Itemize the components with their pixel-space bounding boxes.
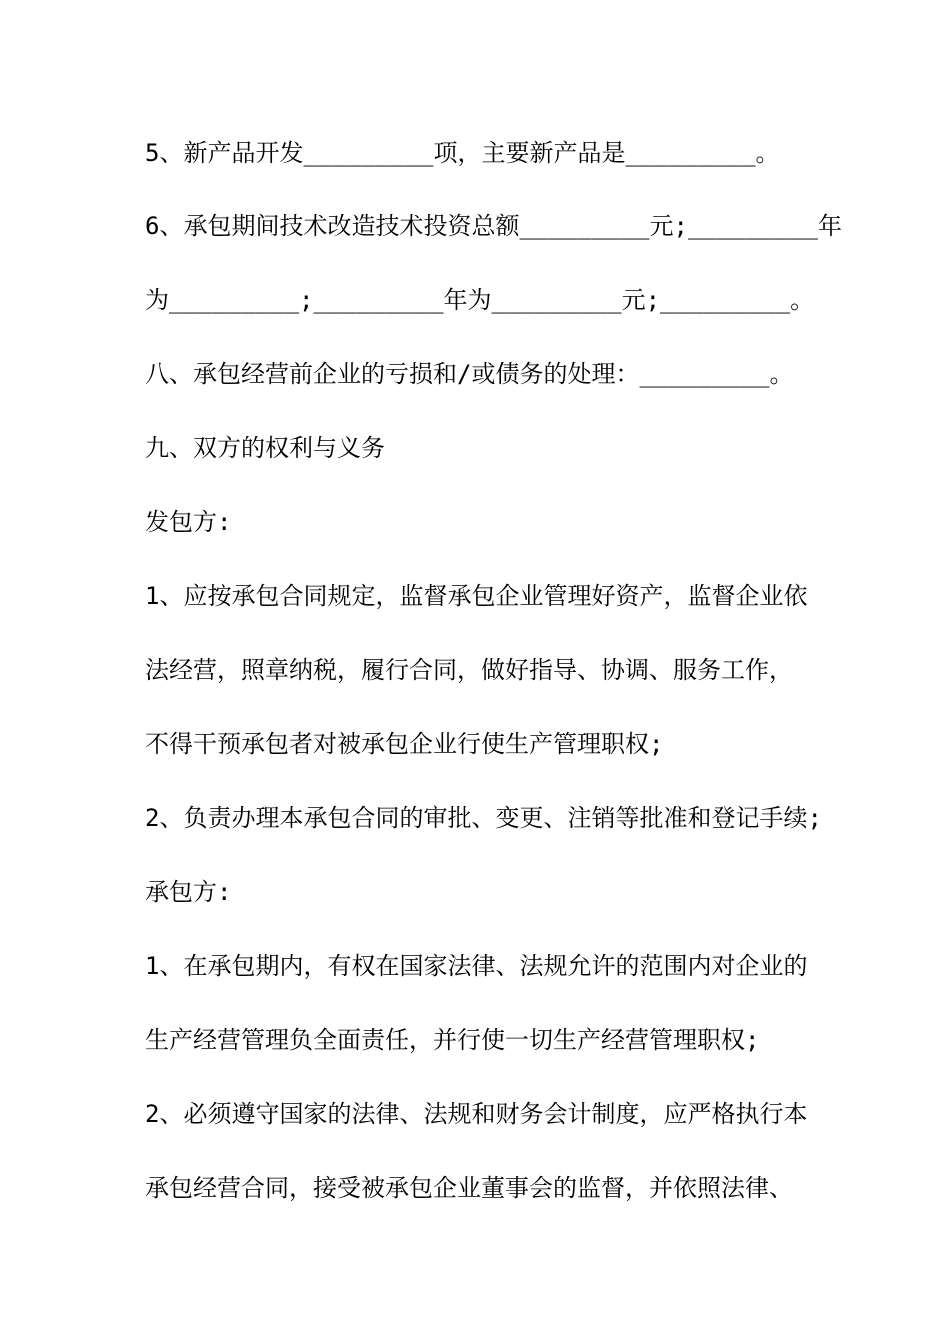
text-line-item-5-new-products: 5、新产品开发_________项，主要新产品是_________。: [145, 139, 780, 167]
text-line-issuer-1b: 法经营，照章纳税，履行合同，做好指导、协调、服务工作，: [145, 656, 793, 684]
text-line-contractor-2b: 承包经营合同，接受被承包企业董事会的监督，并依照法律、: [145, 1174, 793, 1202]
text-line-contractor-1a: 1、在承包期内，有权在国家法律、法规允许的范围内对企业的: [145, 952, 808, 980]
text-line-item-6-continued: 为_________;_________年为_________元;_________。: [145, 286, 815, 314]
text-line-issuer-2: 2、负责办理本承包合同的审批、变更、注销等批准和登记手续;: [145, 804, 822, 832]
text-line-section-8: 八、承包经营前企业的亏损和/或债务的处理：_________。: [145, 360, 794, 388]
text-line-issuer-1a: 1、应按承包合同规定，监督承包企业管理好资产，监督企业依: [145, 582, 808, 610]
text-line-contractor-1b: 生产经营管理负全面责任，并行使一切生产经营管理职权;: [145, 1026, 760, 1054]
section-heading-9: 九、双方的权利与义务: [145, 434, 385, 462]
party-heading-issuer: 发包方:: [145, 508, 232, 536]
party-heading-contractor: 承包方:: [145, 878, 232, 906]
text-line-contractor-2a: 2、必须遵守国家的法律、法规和财务会计制度，应严格执行本: [145, 1100, 808, 1128]
text-line-issuer-1c: 不得干预承包者对被承包企业行使生产管理职权;: [145, 730, 664, 758]
text-line-item-6-tech-investment: 6、承包期间技术改造技术投资总额_________元;_________年: [145, 212, 842, 240]
